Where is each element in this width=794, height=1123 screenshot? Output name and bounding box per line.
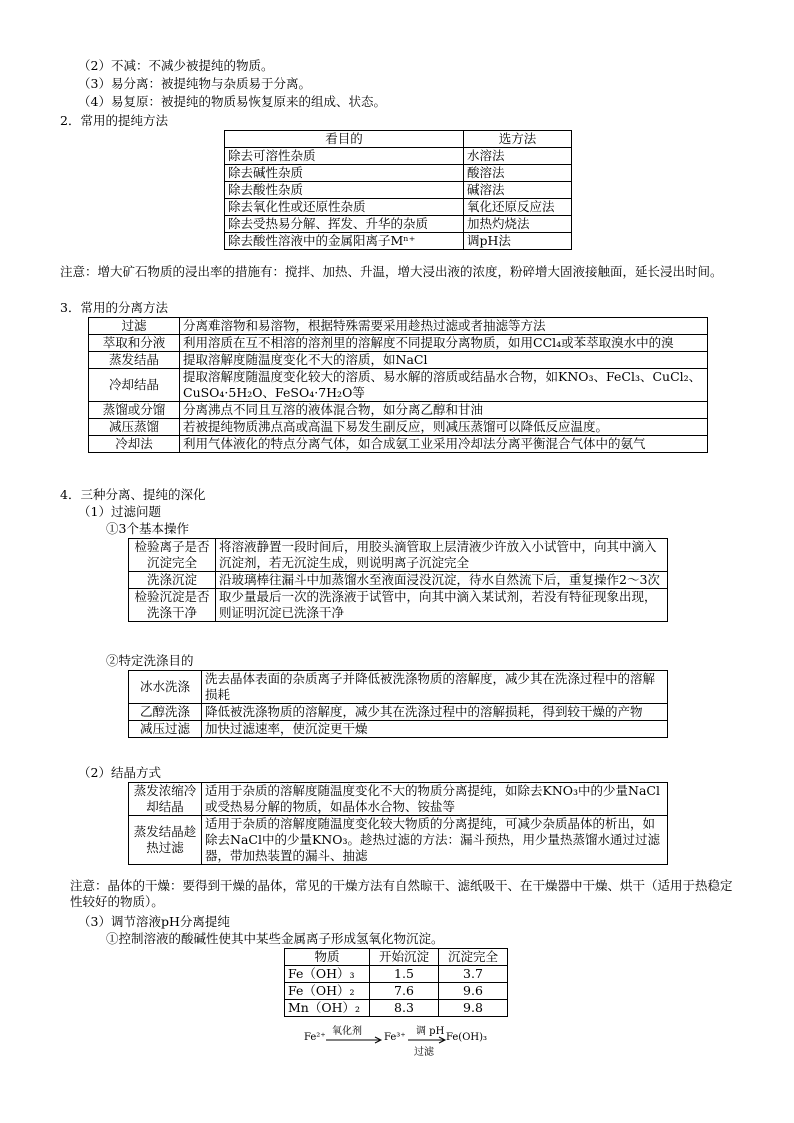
equation-end: Fe(OH)₃ bbox=[446, 1032, 488, 1043]
cell-description: 利用气体液化的特点分离气体，如合成氨工业采用冷却法分离平衡混合气体中的氨气 bbox=[180, 436, 708, 453]
cell-method: 冷却结晶 bbox=[89, 369, 180, 402]
table-row bbox=[89, 369, 708, 402]
drying-note: 注意：晶体的干燥：要得到干燥的晶体，常见的干燥方法有自然晾干、滤纸吸干、在干燥器中干燥、烘干（适用于热稳定性较好的物质）。 bbox=[70, 878, 733, 909]
col-header-complete: 沉淀完全 bbox=[439, 949, 508, 966]
table-row bbox=[129, 671, 668, 704]
crystallization-subheading: （2）结晶方式 bbox=[78, 765, 161, 780]
ph-subheading: （3）调节溶液pH分离提纯 bbox=[78, 914, 230, 929]
table-row bbox=[129, 783, 668, 816]
cell-crystal-method: 蒸发结晶趁热过滤 bbox=[129, 816, 202, 865]
cell-complete: 9.8 bbox=[439, 1000, 508, 1017]
table-row bbox=[129, 572, 668, 589]
cell-wash-type: 乙醇洗涤 bbox=[129, 704, 202, 721]
cell-purpose: 除去氧化性或还原性杂质 bbox=[225, 199, 464, 216]
arrow-2-top-label: 调 pH bbox=[416, 1026, 445, 1037]
cell-description: 分离沸点不同且互溶的液体混合物，如分离乙醇和甘油 bbox=[180, 402, 708, 419]
cell-description: 适用于杂质的溶解度随温度变化较大物质的分离提纯，可减少杂质晶体的析出，如除去NaCl中的少量KNO₃。趁热过滤的方法：漏斗预热，用少量热蒸馏水通过过滤器，带加热装置的漏斗、抽滤 bbox=[202, 816, 668, 865]
principle-3: （3）易分离：被提纯物与杂质易于分离。 bbox=[78, 76, 311, 91]
washing-purpose-subheading: ②特定洗涤目的 bbox=[106, 653, 194, 668]
cell-method: 水溶法 bbox=[464, 148, 572, 165]
table-row bbox=[225, 148, 572, 165]
cell-description: 沿玻璃棒往漏斗中加蒸馏水至液面浸没沉淀，待水自然流下后，重复操作2～3次 bbox=[216, 572, 668, 589]
cell-description: 洗去晶体表面的杂质离子并降低被洗涤物质的溶解度，减少其在洗涤过程中的溶解损耗 bbox=[202, 671, 668, 704]
cell-description: 提取溶解度随温度变化较大的溶质、易水解的溶质或结晶水合物，如KNO₃、FeCl₃、CuCl₂、CuSO₄·5H₂O、FeSO₄·7H₂O等 bbox=[180, 369, 708, 402]
cell-wash-type: 减压过滤 bbox=[129, 721, 202, 738]
cell-method: 减压蒸馏 bbox=[89, 419, 180, 436]
cell-start: 1.5 bbox=[370, 966, 439, 983]
cell-method: 冷却法 bbox=[89, 436, 180, 453]
purification-methods-table bbox=[224, 130, 572, 250]
cell-description: 适用于杂质的溶解度随温度变化不大的物质分离提纯，如除去KNO₃中的少量NaCl或受热易分解的物质，如晶体水合物、铵盐等 bbox=[202, 783, 668, 816]
principle-4: （4）易复原：被提纯的物质易恢复原来的组成、状态。 bbox=[78, 94, 386, 109]
col-header-start: 开始沉淀 bbox=[370, 949, 439, 966]
table-row bbox=[129, 539, 668, 572]
cell-start: 8.3 bbox=[370, 1000, 439, 1017]
cell-description: 加快过滤速率，使沉淀更干燥 bbox=[202, 721, 668, 738]
filtration-subheading: （1）过滤问题 bbox=[78, 504, 161, 519]
cell-purpose: 除去酸性溶液中的金属阳离子Mⁿ⁺ bbox=[225, 233, 464, 250]
cell-substance: Fe（OH）₃ bbox=[285, 966, 370, 983]
cell-method: 加热灼烧法 bbox=[464, 216, 572, 233]
section-4-heading: 4．三种分离、提纯的深化 bbox=[60, 487, 206, 502]
table-row bbox=[89, 318, 708, 335]
cell-operation: 洗涤沉淀 bbox=[129, 572, 216, 589]
table-row bbox=[129, 704, 668, 721]
cell-crystal-method: 蒸发浓缩冷却结晶 bbox=[129, 783, 202, 816]
cell-description: 若被提纯物质沸点高或高温下易发生副反应，则减压蒸馏可以降低反应温度。 bbox=[180, 419, 708, 436]
cell-method: 氧化还原反应法 bbox=[464, 199, 572, 216]
cell-method: 蒸馏或分馏 bbox=[89, 402, 180, 419]
basic-operations-table bbox=[128, 538, 668, 622]
cell-method: 碱溶法 bbox=[464, 182, 572, 199]
cell-purpose: 除去可溶性杂质 bbox=[225, 148, 464, 165]
leaching-note: 注意：增大矿石物质的浸出率的措施有：搅拌、加热、升温，增大浸出液的浓度，粉碎增大固液接触面，延长浸出时间。 bbox=[60, 264, 723, 279]
cell-wash-type: 冰水洗涤 bbox=[129, 671, 202, 704]
equation-mid: Fe³⁺ bbox=[384, 1032, 406, 1043]
table-row bbox=[129, 816, 668, 865]
table-row bbox=[89, 402, 708, 419]
col-header-purpose: 看目的 bbox=[225, 131, 464, 148]
cell-substance: Mn（OH）₂ bbox=[285, 1000, 370, 1017]
cell-start: 7.6 bbox=[370, 983, 439, 1000]
cell-method: 酸溶法 bbox=[464, 165, 572, 182]
cell-description: 将溶液静置一段时间后，用胶头滴管取上层清液少许放入小试管中，向其中滴入沉淀剂，若无沉淀生成，则说明离子沉淀完全 bbox=[216, 539, 668, 572]
section-3-heading: 3．常用的分离方法 bbox=[60, 300, 168, 315]
table-row bbox=[89, 352, 708, 369]
basic-operations-subheading: ①3个基本操作 bbox=[106, 521, 189, 536]
cell-description: 分离难溶物和易溶物，根据特殊需要采用趁热过滤或者抽滤等方法 bbox=[180, 318, 708, 335]
separation-methods-table bbox=[88, 317, 708, 453]
cell-complete: 9.6 bbox=[439, 983, 508, 1000]
equation-start: Fe²⁺ bbox=[304, 1032, 326, 1043]
iron-conversion-equation bbox=[304, 1026, 504, 1058]
cell-method: 过滤 bbox=[89, 318, 180, 335]
table-row bbox=[285, 966, 508, 983]
col-header-substance: 物质 bbox=[285, 949, 370, 966]
table-row bbox=[89, 436, 708, 453]
cell-description: 取少量最后一次的洗涤液于试管中，向其中滴入某试剂，若没有特征现象出现，则证明沉淀已洗涤干净 bbox=[216, 589, 668, 622]
table-row bbox=[129, 589, 668, 622]
table-row bbox=[89, 335, 708, 352]
cell-operation: 检验离子是否沉淀完全 bbox=[129, 539, 216, 572]
table-row bbox=[225, 182, 572, 199]
col-header-method: 选方法 bbox=[464, 131, 572, 148]
table-row bbox=[129, 721, 668, 738]
ph-control-text: ①控制溶液的酸碱性使其中某些金属离子形成氢氧化物沉淀。 bbox=[106, 931, 444, 946]
table-row bbox=[225, 165, 572, 182]
cell-description: 降低被洗涤物质的溶解度，减少其在洗涤过程中的溶解损耗，得到较干燥的产物 bbox=[202, 704, 668, 721]
cell-purpose: 除去受热易分解、挥发、升华的杂质 bbox=[225, 216, 464, 233]
section-2-heading: 2．常用的提纯方法 bbox=[60, 113, 168, 128]
cell-method: 调pH法 bbox=[464, 233, 572, 250]
arrow-1-label: 氧化剂 bbox=[332, 1026, 362, 1037]
crystallization-table bbox=[128, 782, 668, 865]
cell-method: 蒸发结晶 bbox=[89, 352, 180, 369]
arrow-2-bottom-label: 过滤 bbox=[414, 1047, 434, 1058]
cell-description: 提取溶解度随温度变化不大的溶质，如NaCl bbox=[180, 352, 708, 369]
table-row bbox=[89, 419, 708, 436]
principle-2: （2）不减：不减少被提纯的物质。 bbox=[78, 58, 274, 73]
ph-table bbox=[284, 948, 508, 1017]
cell-operation: 检验沉淀是否洗涤干净 bbox=[129, 589, 216, 622]
table-row bbox=[285, 1000, 508, 1017]
cell-complete: 3.7 bbox=[439, 966, 508, 983]
table-row bbox=[225, 216, 572, 233]
washing-table bbox=[128, 670, 668, 738]
cell-method: 萃取和分液 bbox=[89, 335, 180, 352]
cell-purpose: 除去碱性杂质 bbox=[225, 165, 464, 182]
cell-substance: Fe（OH）₂ bbox=[285, 983, 370, 1000]
arrow-1 bbox=[326, 1036, 384, 1044]
table-row bbox=[285, 983, 508, 1000]
table-row bbox=[225, 199, 572, 216]
table-row bbox=[225, 233, 572, 250]
cell-description: 利用溶质在互不相溶的溶剂里的溶解度不同提取分离物质，如用CCl₄或苯萃取溴水中的溴 bbox=[180, 335, 708, 352]
cell-purpose: 除去酸性杂质 bbox=[225, 182, 464, 199]
